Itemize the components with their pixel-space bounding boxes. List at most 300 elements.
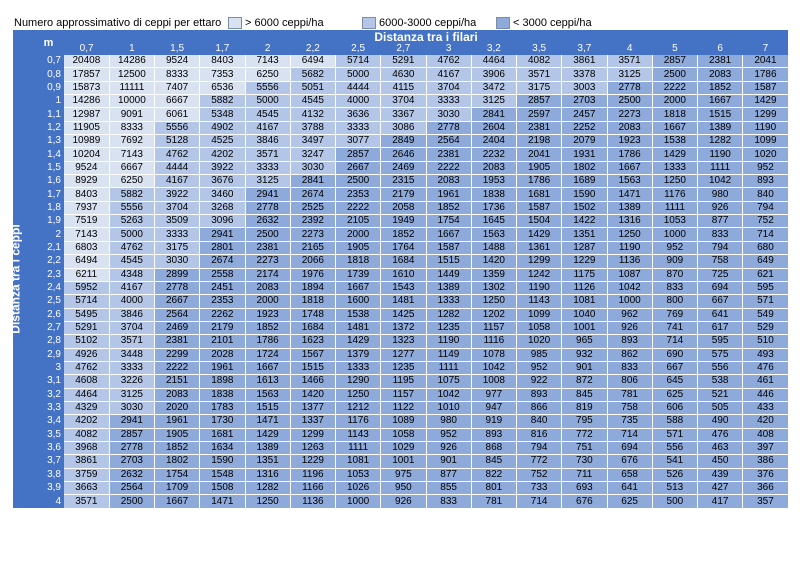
table-cell: 3333 <box>245 161 290 174</box>
table-cell: 1323 <box>381 335 426 348</box>
table-cell: 1176 <box>336 415 381 428</box>
table-cell: 868 <box>471 441 516 454</box>
table-cell: 1229 <box>290 455 335 468</box>
table-cell: 1333 <box>652 161 697 174</box>
table-cell: 1282 <box>245 482 290 495</box>
table-cell: 625 <box>607 495 652 508</box>
table-cell: 1764 <box>381 241 426 254</box>
table-cell: 870 <box>652 268 697 281</box>
row-axis-title: Distanza tra i ceppi <box>9 223 23 334</box>
table-cell: 1372 <box>381 321 426 334</box>
table-cell: 417 <box>698 495 743 508</box>
table-cell: 7143 <box>245 55 290 68</box>
table-cell: 741 <box>652 321 697 334</box>
table-cell: 2381 <box>698 55 743 68</box>
table-cell: 2083 <box>698 68 743 81</box>
table-cell: 1359 <box>471 268 516 281</box>
table-cell: 463 <box>698 441 743 454</box>
row-header: 1,2 <box>33 121 64 134</box>
table-cell: 2083 <box>426 175 471 188</box>
table-cell: 439 <box>698 468 743 481</box>
table-cell: 1852 <box>698 81 743 94</box>
table-cell: 1739 <box>336 268 381 281</box>
table-cell: 1422 <box>562 215 607 228</box>
table-cell: 1008 <box>471 375 516 388</box>
row-header: 2,1 <box>33 241 64 254</box>
table-cell: 3676 <box>200 175 245 188</box>
table-cell: 9524 <box>155 55 200 68</box>
table-cell: 1126 <box>562 281 607 294</box>
table-cell: 12500 <box>109 68 154 81</box>
table-cell: 1689 <box>562 175 607 188</box>
table-cell: 10000 <box>109 95 154 108</box>
table-cell: 2899 <box>155 268 200 281</box>
row-header: 3,3 <box>33 401 64 414</box>
legend-label-low: < 3000 ceppi/ha <box>513 17 592 29</box>
table-cell: 2041 <box>743 55 788 68</box>
row-header: 3 <box>33 361 64 374</box>
table-cell: 1087 <box>607 268 652 281</box>
table-cell: 1116 <box>471 335 516 348</box>
table-row <box>13 495 788 508</box>
row-header: 3,7 <box>33 455 64 468</box>
table-cell: 4115 <box>381 81 426 94</box>
legend <box>0 0 800 30</box>
table-cell: 1923 <box>245 308 290 321</box>
table-cell: 769 <box>652 308 697 321</box>
table-cell: 932 <box>562 348 607 361</box>
column-header: 5 <box>652 43 697 55</box>
table-cell: 476 <box>698 428 743 441</box>
table-cell: 3571 <box>245 148 290 161</box>
table-cell: 529 <box>743 321 788 334</box>
table-cell: 1111 <box>652 201 697 214</box>
table-cell: 6250 <box>109 175 154 188</box>
table-cell: 1852 <box>381 228 426 241</box>
table-cell: 1610 <box>381 268 426 281</box>
table-cell: 2667 <box>336 161 381 174</box>
table-cell: 538 <box>698 375 743 388</box>
table-cell: 714 <box>652 335 697 348</box>
table-cell: 1029 <box>381 441 426 454</box>
table-cell: 772 <box>517 455 562 468</box>
table-row <box>13 428 788 441</box>
table-cell: 2179 <box>381 188 426 201</box>
table-cell: 2525 <box>290 201 335 214</box>
table-cell: 3030 <box>426 108 471 121</box>
table-cell: 676 <box>607 455 652 468</box>
table-cell: 2778 <box>607 81 652 94</box>
table-row <box>13 281 788 294</box>
table-cell: 3030 <box>109 401 154 414</box>
table-cell: 1471 <box>245 415 290 428</box>
table-cell: 3922 <box>155 188 200 201</box>
table-cell: 5102 <box>64 335 109 348</box>
table-cell: 1563 <box>245 388 290 401</box>
table-cell: 521 <box>698 388 743 401</box>
table-cell: 1681 <box>517 188 562 201</box>
table-row <box>13 308 788 321</box>
table-cell: 752 <box>517 468 562 481</box>
table-cell: 4464 <box>64 388 109 401</box>
table-cell: 1786 <box>607 148 652 161</box>
row-header: 1,6 <box>33 175 64 188</box>
table-cell: 4762 <box>109 241 154 254</box>
column-header: 4 <box>607 43 652 55</box>
table-cell: 1429 <box>517 228 562 241</box>
table-cell: 2222 <box>426 161 471 174</box>
table-cell: 3861 <box>64 455 109 468</box>
table-cell: 1020 <box>743 148 788 161</box>
table-cell: 6667 <box>109 161 154 174</box>
table-cell: 3968 <box>64 441 109 454</box>
table-cell: 3846 <box>245 135 290 148</box>
table-cell: 1543 <box>381 281 426 294</box>
table-cell: 952 <box>426 428 471 441</box>
row-header: 1,7 <box>33 188 64 201</box>
legend-label-high: > 6000 ceppi/ha <box>245 17 324 29</box>
row-header: 1,4 <box>33 148 64 161</box>
legend-swatch-high <box>228 17 242 29</box>
table-cell: 556 <box>652 441 697 454</box>
table-row <box>13 148 788 161</box>
table-cell: 1563 <box>471 228 516 241</box>
table-cell: 1667 <box>652 121 697 134</box>
table-cell: 2174 <box>245 268 290 281</box>
table-cell: 1600 <box>336 295 381 308</box>
table-cell: 2667 <box>155 295 200 308</box>
table-cell: 2841 <box>471 108 516 121</box>
table-cell: 1053 <box>652 215 697 228</box>
row-header: 3,2 <box>33 388 64 401</box>
row-header: 2,3 <box>33 268 64 281</box>
table-cell: 2381 <box>517 121 562 134</box>
legend-swatch-low <box>496 17 510 29</box>
table-cell: 3448 <box>109 348 154 361</box>
table-cell: 5882 <box>200 95 245 108</box>
table-cell: 588 <box>652 415 697 428</box>
table-cell: 1250 <box>607 228 652 241</box>
table-cell: 1042 <box>607 281 652 294</box>
table-row <box>13 188 788 201</box>
table-cell: 1175 <box>562 268 607 281</box>
table-cell: 1587 <box>517 201 562 214</box>
table-cell: 1287 <box>562 241 607 254</box>
table-cell: 2941 <box>109 415 154 428</box>
table-cell: 781 <box>607 388 652 401</box>
table-cell: 794 <box>517 441 562 454</box>
column-header: 3 <box>426 43 471 55</box>
table-cell: 2500 <box>652 68 697 81</box>
table-cell: 1157 <box>381 388 426 401</box>
table-cell: 7143 <box>109 148 154 161</box>
table-cell: 549 <box>743 308 788 321</box>
row-header: 2,5 <box>33 295 64 308</box>
table-cell: 4167 <box>155 175 200 188</box>
table-row <box>13 482 788 495</box>
legend-item-low <box>496 15 592 31</box>
table-cell: 2299 <box>155 348 200 361</box>
table-cell: 1724 <box>245 348 290 361</box>
table-cell: 1351 <box>245 455 290 468</box>
table-cell: 952 <box>652 241 697 254</box>
table-cell: 1818 <box>336 255 381 268</box>
table-cell: 3704 <box>109 321 154 334</box>
table-row <box>13 295 788 308</box>
table-cell: 8333 <box>109 121 154 134</box>
table-cell: 1053 <box>336 468 381 481</box>
table-cell: 1838 <box>471 188 516 201</box>
table-cell: 357 <box>743 495 788 508</box>
table-cell: 1212 <box>336 401 381 414</box>
table-cell: 1176 <box>652 188 697 201</box>
table-cell: 6250 <box>245 68 290 81</box>
table-cell: 2632 <box>109 468 154 481</box>
table-cell: 845 <box>471 455 516 468</box>
table-cell: 1299 <box>743 108 788 121</box>
table-row <box>13 55 788 68</box>
table-cell: 2000 <box>336 228 381 241</box>
table-cell: 2849 <box>381 135 426 148</box>
table-cell: 4000 <box>336 95 381 108</box>
table-cell: 1783 <box>200 401 245 414</box>
table-cell: 1538 <box>652 135 697 148</box>
column-header: 3,5 <box>517 43 562 55</box>
row-header: 1,3 <box>33 135 64 148</box>
table-cell: 5000 <box>245 95 290 108</box>
table-cell: 513 <box>652 482 697 495</box>
table-cell: 4329 <box>64 401 109 414</box>
table-cell: 816 <box>517 428 562 441</box>
column-header: 3,7 <box>562 43 607 55</box>
table-cell: 667 <box>698 295 743 308</box>
table-cell: 2392 <box>290 215 335 228</box>
density-table <box>13 30 789 509</box>
table-cell: 1195 <box>381 375 426 388</box>
table-cell: 2941 <box>200 228 245 241</box>
table-cell: 926 <box>381 495 426 508</box>
table-cell: 1099 <box>517 308 562 321</box>
table-cell: 952 <box>517 361 562 374</box>
table-cell: 1250 <box>652 175 697 188</box>
table-cell: 2469 <box>381 161 426 174</box>
legend-item-high <box>228 15 324 31</box>
table-cell: 450 <box>698 455 743 468</box>
table-cell: 1001 <box>562 321 607 334</box>
table-cell: 4630 <box>381 68 426 81</box>
table-row <box>13 201 788 214</box>
table-cell: 7692 <box>109 135 154 148</box>
table-cell: 714 <box>517 495 562 508</box>
column-header: 6 <box>698 43 743 55</box>
table-cell: 645 <box>652 375 697 388</box>
table-cell: 366 <box>743 482 788 495</box>
table-cell: 4525 <box>200 135 245 148</box>
column-header: 0,7 <box>64 43 109 55</box>
table-cell: 1667 <box>698 95 743 108</box>
table-cell: 5714 <box>336 55 381 68</box>
table-cell: 427 <box>698 482 743 495</box>
table-cell: 2232 <box>471 148 516 161</box>
table-cell: 1449 <box>426 268 471 281</box>
table-cell: 1471 <box>607 188 652 201</box>
table-cell: 3086 <box>381 121 426 134</box>
table-cell: 833 <box>426 495 471 508</box>
table-cell: 5882 <box>109 188 154 201</box>
table-cell: 1420 <box>290 388 335 401</box>
table-cell: 730 <box>562 455 607 468</box>
table-cell: 965 <box>562 335 607 348</box>
column-axis-title: Distanza tra i filari <box>64 30 788 43</box>
table-cell: 3472 <box>471 81 516 94</box>
table-cell: 985 <box>517 348 562 361</box>
row-header: 1,9 <box>33 215 64 228</box>
table-cell: 2778 <box>155 281 200 294</box>
table-cell: 649 <box>743 255 788 268</box>
row-header: 2,4 <box>33 281 64 294</box>
row-header: 3,8 <box>33 468 64 481</box>
table-cell: 420 <box>743 415 788 428</box>
table-cell: 1136 <box>607 255 652 268</box>
table-cell: 2381 <box>155 335 200 348</box>
table-cell: 1515 <box>245 401 290 414</box>
table-cell: 7407 <box>155 81 200 94</box>
table-cell: 3175 <box>155 241 200 254</box>
table-row <box>13 215 788 228</box>
table-cell: 2165 <box>290 241 335 254</box>
table-cell: 2222 <box>155 361 200 374</box>
table-cell: 2273 <box>607 108 652 121</box>
legend-label-mid: 6000-3000 ceppi/ha <box>379 17 477 29</box>
table-cell: 7937 <box>64 201 109 214</box>
table-cell: 1058 <box>517 321 562 334</box>
table-cell: 2083 <box>245 281 290 294</box>
table-cell: 1504 <box>517 215 562 228</box>
column-header: 2,5 <box>336 43 381 55</box>
table-cell: 1202 <box>471 308 516 321</box>
table-cell: 1961 <box>426 188 471 201</box>
table-cell: 10204 <box>64 148 109 161</box>
table-cell: 2000 <box>652 95 697 108</box>
table-cell: 1136 <box>290 495 335 508</box>
table-cell: 1976 <box>290 268 335 281</box>
table-cell: 922 <box>517 375 562 388</box>
table-cell: 14286 <box>109 55 154 68</box>
table-cell: 893 <box>517 388 562 401</box>
table-cell: 877 <box>426 468 471 481</box>
table-cell: 2083 <box>607 121 652 134</box>
table-cell: 1667 <box>336 281 381 294</box>
table-cell: 4762 <box>426 55 471 68</box>
table-cell: 872 <box>562 375 607 388</box>
legend-item-mid <box>362 15 476 31</box>
table-cell: 4000 <box>109 295 154 308</box>
table-row <box>13 81 788 94</box>
table-row <box>13 161 788 174</box>
table-cell: 1000 <box>652 228 697 241</box>
table-cell: 1502 <box>562 201 607 214</box>
table-cell: 606 <box>652 401 697 414</box>
table-cell: 866 <box>517 401 562 414</box>
table-cell: 12987 <box>64 108 109 121</box>
table-cell: 386 <box>743 455 788 468</box>
unit-label: m <box>33 30 64 55</box>
table-cell: 952 <box>743 161 788 174</box>
table-cell: 1389 <box>607 201 652 214</box>
table-cell: 641 <box>607 482 652 495</box>
table-cell: 5556 <box>245 81 290 94</box>
table-cell: 822 <box>471 468 516 481</box>
table-cell: 4545 <box>290 95 335 108</box>
table-cell: 1143 <box>517 295 562 308</box>
table-cell: 2222 <box>652 81 697 94</box>
table-cell: 1931 <box>562 148 607 161</box>
table-cell: 1316 <box>607 215 652 228</box>
table-cell: 2857 <box>652 55 697 68</box>
table-cell: 1667 <box>426 228 471 241</box>
table-cell: 1481 <box>336 321 381 334</box>
table-cell: 714 <box>607 428 652 441</box>
table-cell: 735 <box>607 415 652 428</box>
table-cell: 2404 <box>471 135 516 148</box>
table-cell: 2381 <box>245 241 290 254</box>
table-cell: 2500 <box>607 95 652 108</box>
table-cell: 1736 <box>471 201 516 214</box>
row-header: 2,9 <box>33 348 64 361</box>
table-cell: 1166 <box>290 482 335 495</box>
table-cell: 1042 <box>471 361 516 374</box>
table-cell: 1538 <box>336 308 381 321</box>
table-cell: 3125 <box>471 95 516 108</box>
table-cell: 3226 <box>109 375 154 388</box>
table-cell: 408 <box>743 428 788 441</box>
table-cell: 758 <box>698 255 743 268</box>
table-cell: 975 <box>381 468 426 481</box>
table-cell: 4167 <box>426 68 471 81</box>
table-cell: 1898 <box>200 375 245 388</box>
table-cell: 3906 <box>471 68 516 81</box>
table-cell: 2222 <box>336 201 381 214</box>
table-cell: 2564 <box>155 308 200 321</box>
table-cell: 1515 <box>426 255 471 268</box>
table-cell: 5000 <box>109 228 154 241</box>
table-cell: 1099 <box>743 135 788 148</box>
table-cell: 1250 <box>245 495 290 508</box>
table-cell: 694 <box>698 281 743 294</box>
table-cell: 1196 <box>290 468 335 481</box>
table-cell: 926 <box>698 201 743 214</box>
table-cell: 1786 <box>517 175 562 188</box>
table-row <box>13 95 788 108</box>
table-row <box>13 401 788 414</box>
table-cell: 3922 <box>200 161 245 174</box>
table-cell: 893 <box>743 175 788 188</box>
table-cell: 1333 <box>426 295 471 308</box>
table-cell: 2273 <box>245 255 290 268</box>
table-cell: 1754 <box>155 468 200 481</box>
table-cell: 1667 <box>155 495 200 508</box>
table-cell: 733 <box>517 482 562 495</box>
table-cell: 6211 <box>64 268 109 281</box>
table-cell: 1149 <box>426 348 471 361</box>
table-cell: 667 <box>652 361 697 374</box>
table-cell: 1058 <box>381 428 426 441</box>
table-cell: 1852 <box>155 441 200 454</box>
table-cell: 5291 <box>64 321 109 334</box>
table-cell: 3571 <box>607 55 652 68</box>
table-cell: 2801 <box>200 241 245 254</box>
table-row <box>13 388 788 401</box>
